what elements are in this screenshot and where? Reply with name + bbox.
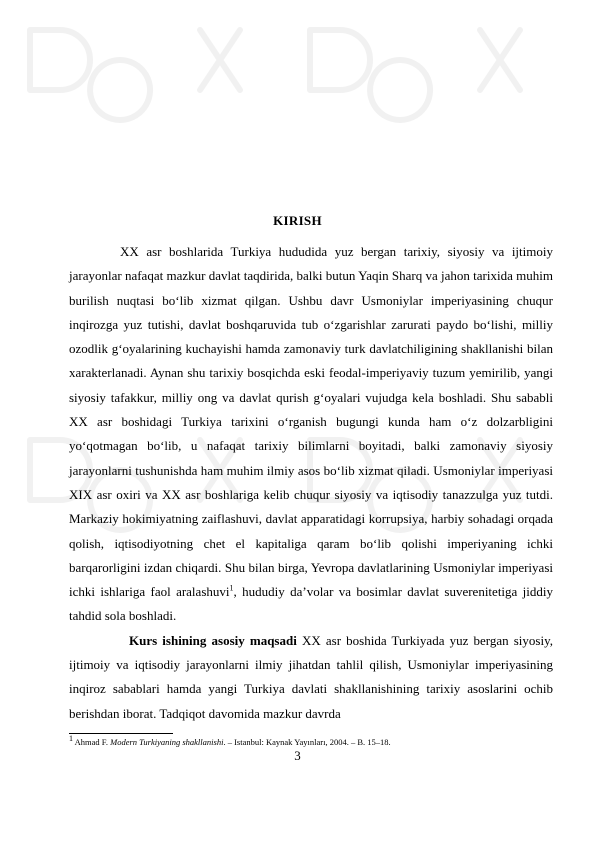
footnote-rest: . – Istanbul: Kaynak Yayınları, 2004. – B. 15–18.: [223, 737, 391, 747]
paragraph-introduction-text: XX asr boshlarida Turkiya hududida yuz bergan tarixiy, siyosiy va ijtimoiy jarayonlar nafaqat mazkur davlat taqdirida, balki butun Yaqin Sharq va jahon tarixida muhim burilish nuqtasi bo‘lib xizmat qilgan. Ushbu davr Usmoniylar imperiyasining chuqur inqirozga yuz tutishi, davlat boshqaruvida tub o‘zgarishlar zarurati paydo bo‘lishi, milliy ozodlik g‘oyalarining kuchayishi hamda zamonaviy turk davlatchiligining shakllanishi bilan xarakterlanadi. Aynan shu tarixiy bosqichda eski feodal-imperiyaviy tuzum yemirilib, yangi siyosiy tafakkur, milliy ong va davlat qurish g‘oyalari vujudga kela boshladi. Shu sababli XX asr boshidagi Turkiya tarixini o‘rganish bugungi kunda ham o‘z dolzarbligini yo‘qotmagan bo‘lib, u nafaqat tarixiy bilimlarni boyitadi, balki zamonaviy siyosiy jarayonlarni tushunishda ham muhim ilmiy asos bo‘lib xizmat qiladi. Usmoniylar imperiyasi XIX asr oxiri va XX asr boshlariga kelib chuqur siyosiy va iqtisodiy tanazzulga yuz tutdi. Markaziy hokimiyatning zaiflashuvi, davlat apparatidagi korrupsiya, harbiy sohadagi orqada qolish, iqtisodiyotning chet el kapitaliga qaram bo‘lib qolishi imperiyaning ichki barqarorligini izdan chiqardi. Shu bilan birga, Yevropa davlatlarining Usmoniylar imperiyasi ichki ishlariga faol aralashuvi: [69, 244, 553, 600]
paragraph-aim-bold: Kurs ishining asosiy maqsadi: [129, 632, 297, 648]
paragraph-introduction: [69, 240, 553, 629]
paragraph-aim: [69, 629, 553, 726]
footnote: [69, 734, 553, 748]
footnote-author: Ahmad F.: [73, 737, 111, 747]
footnote-reference[interactable]: 1: [229, 583, 234, 593]
section-heading: KIRISH: [273, 213, 322, 228]
paragraph-aim-text: XX asr boshida Turkiyada yuz bergan siyosiy, ijtimoiy va iqtisodiy jarayonlarni ilmiy jihatdan tahlil qilish, Usmoniylar imperiyasining inqiroz sabablari hamda yangi Turkiya davlati shakllanishining tarixiy asoslarini ochib berishdan iborat. Tadqiqot davomida mazkur davrda: [69, 632, 553, 721]
body-text: [69, 240, 553, 726]
paragraph-introduction-end: , hududiy da’volar va bosimlar davlat suverenitetiga jiddiy tahdid sola boshladi.: [69, 584, 554, 624]
footnote-divider: [69, 733, 173, 734]
footnote-title: Modern Turkiyaning shakllanishi: [110, 737, 224, 747]
footnote-mark: 1: [69, 734, 73, 744]
page-number: 3: [294, 748, 301, 763]
